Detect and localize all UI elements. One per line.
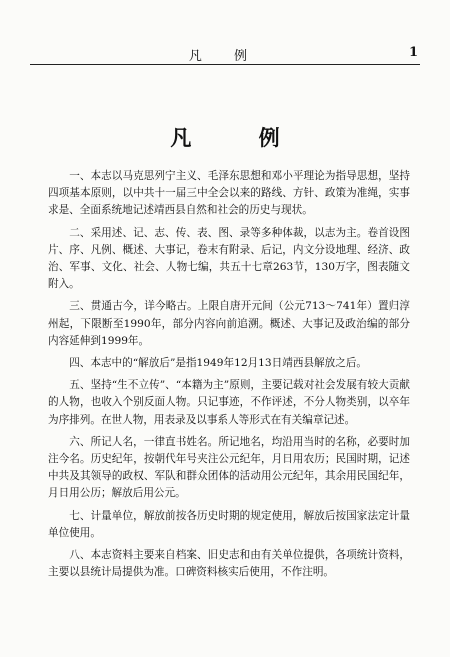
body-text <box>48 168 410 586</box>
paragraph-8: 八、本志资料主要来自档案、旧史志和由有关单位提供，各项统计资料，主要以县统计局提供为准。口碑资料核实后使用，不作注明。 <box>48 549 410 579</box>
running-header <box>30 42 420 65</box>
page-number: 1 <box>408 45 418 60</box>
paragraph-1: 一、本志以马克思列宁主义、毛泽东思想和邓小平理论为指导思想，坚持四项基本原则，以中共十一届三中全会以来的路线、方针、政策为准绳，实事求是、全面系统地记述靖西县自然和社会的历史与现状。 <box>48 170 410 217</box>
running-title: 凡 例 <box>188 49 262 64</box>
paragraph-7: 七、计量单位，解放前按各历史时期的规定使用，解放后按国家法定计量单位使用。 <box>48 509 410 539</box>
paragraph-2: 二、采用述、记、志、传、表、图、录等多种体裁，以志为主。卷首设图片、序、凡例、概述、大事记，卷末有附录、后记，内文分设地理、经济、政治、军事、文化、社会、人物七编，共五十七章263节，130万字，图表随文附入。 <box>48 226 410 291</box>
paragraph-3: 三、贯通古今，详今略古。上限自唐开元间（公元713～741年）置归淳州起，下限断至1990年，部分内容向前追溯。概述、大事记及政治编的部分内容延伸到1999年。 <box>48 300 410 347</box>
paragraph-4: 四、本志中的“解放后”是指1949年12月13日靖西县解放之后。 <box>69 357 368 370</box>
paragraph-6: 六、所记人名，一律直书姓名。所记地名，均沿用当时的名称，必要时加注今名。历史纪年，按朝代年号夹注公元纪年，月日用农历；民国时期，记述中共及其领导的政权、军队和群众团体的活动用公元纪年，其余用民国纪年，月日用公历；解放后用公元。 <box>48 435 410 500</box>
paragraph-5: 五、坚持“生不立传”、“本籍为主”原则，主要记载对社会发展有较大贡献的人物，也收入个别反面人物。只记事迹，不作评述，不分人物类别，以卒年为序排列。在世人物，用表录及以事系人等形式在有关编章记述。 <box>48 379 410 426</box>
page-title: 凡 例 <box>170 125 310 150</box>
